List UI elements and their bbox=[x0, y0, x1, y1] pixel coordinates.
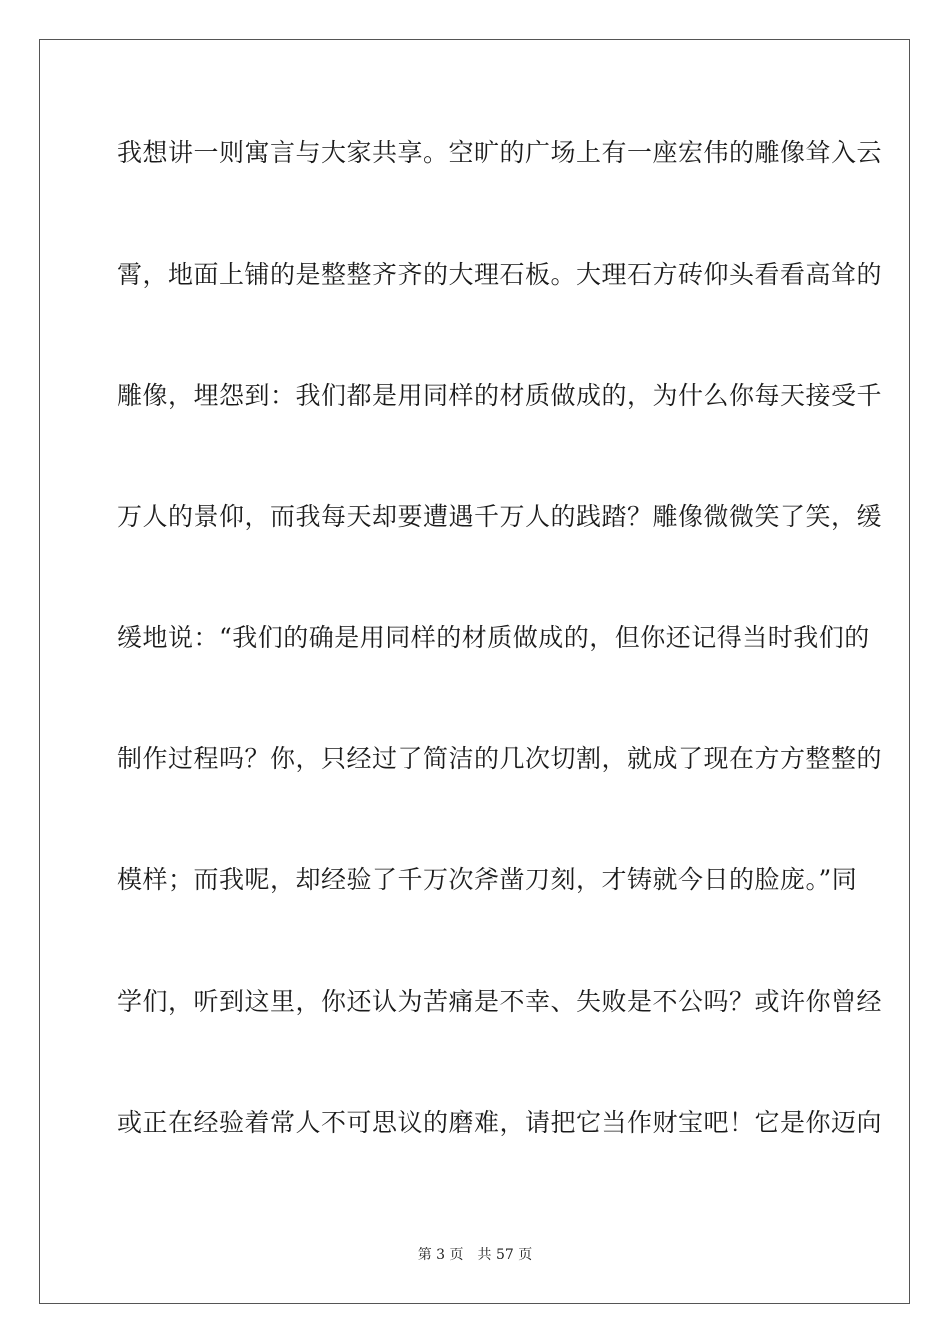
page-footer bbox=[0, 1246, 950, 1264]
text-line: 雕像，埋怨到：我们都是用同样的材质做成的，为什么你每天接受千 bbox=[117, 381, 883, 410]
text-line: 缓地说：“我们的确是用同样的材质做成的，但你还记得当时我们的 bbox=[117, 623, 870, 652]
page-total: 共 57 页 bbox=[477, 1247, 533, 1263]
text-line: 我想讲一则寓言与大家共享。空旷的广场上有一座宏伟的雕像耸入云 bbox=[117, 138, 883, 167]
text-line: 万人的景仰，而我每天却要遭遇千万人的践踏？雕像微微笑了笑，缓 bbox=[117, 502, 883, 531]
text-line: 霄，地面上铺的是整整齐齐的大理石板。大理石方砖仰头看看高耸的 bbox=[117, 260, 883, 289]
text-line: 制作过程吗？你，只经过了简洁的几次切割，就成了现在方方整整的 bbox=[117, 744, 883, 773]
text-line: 学们，听到这里，你还认为苦痛是不幸、失败是不公吗？或许你曾经 bbox=[117, 987, 883, 1016]
text-line: 或正在经验着常人不可思议的磨难，请把它当作财宝吧！它是你迈向 bbox=[117, 1108, 883, 1137]
page-number: 第 3 页 bbox=[417, 1247, 464, 1263]
text-line: 模样；而我呢，却经验了千万次斧凿刀刻，才铸就今日的脸庞。”同 bbox=[117, 865, 858, 894]
